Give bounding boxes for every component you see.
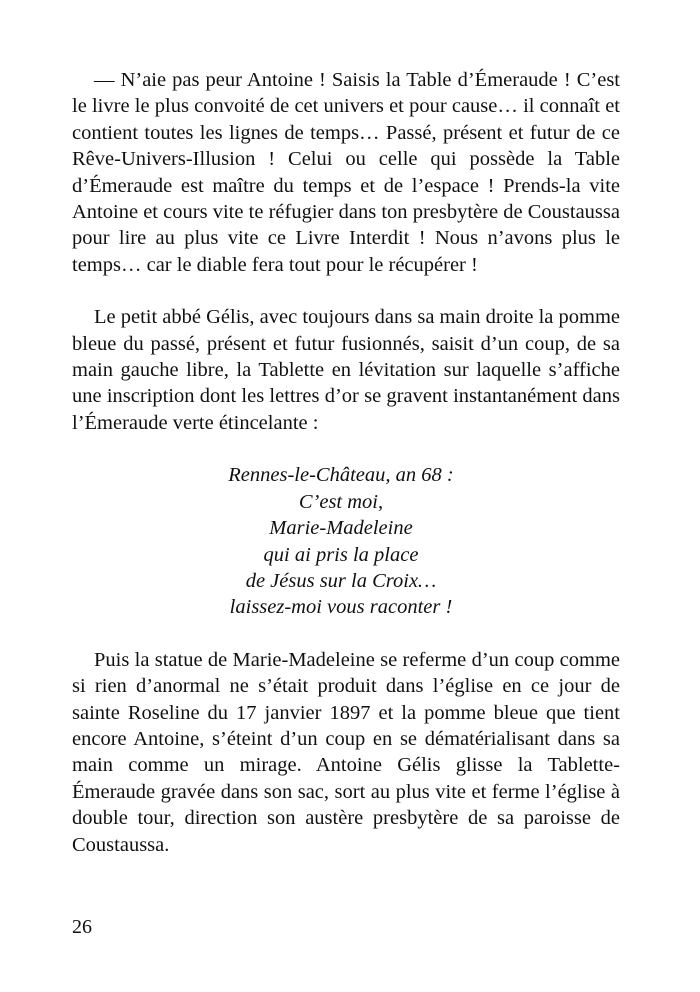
inscription-verse: [72, 462, 620, 620]
page-body: [72, 67, 620, 858]
paragraph-dialogue: — N’aie pas peur Antoine ! Saisis la Table d’Émeraude ! C’est le livre le plus convoité de cet univers et pour cause… il connaît et contient toutes les lignes de temps… Passé, présent et futur de ce Rêve-Univers-Illusion ! Celui ou celle qui possède la Table d’Émeraude est maître du temps et de l’espace ! Prends-la vite Antoine et cours vite te réfugier dans ton presbytère de Coustaussa pour lire au plus vite ce Livre Interdit ! Nous n’avons plus le temps… car le diable fera tout pour le récupérer !: [72, 69, 620, 276]
verse-line: Rennes-le-Château, an 68 :: [228, 464, 454, 487]
paragraph-gelis: Le petit abbé Gélis, avec toujours dans sa main droite la pomme bleue du passé, présent et futur fusionnés, saisit d’un coup, de sa main gauche libre, la Tablette en lévitation sur laquelle s’affiche une inscription dont les lettres d’or se gravent instantanément dans l’Émeraude verte étincelante :: [72, 306, 621, 434]
verse-line: Marie-Madeleine: [269, 517, 413, 540]
page-number: 26: [72, 916, 92, 938]
verse-line: de Jésus sur la Croix…: [245, 569, 437, 592]
paragraph-statue: Puis la statue de Marie-Madeleine se referme d’un coup comme si rien d’anormal ne s’était produit dans l’église en ce jour de sainte Roseline du 17 janvier 1897 et la pomme bleue que tient encore Antoine, s’éteint d’un coup en se dématérialisant dans sa main comme un mirage. Antoine Gélis glisse la Tablette-Émeraude gravée dans son sac, sort au plus vite et ferme l’église à double tour, direction son austère presbytère de sa paroisse de Coustaussa.: [72, 648, 620, 856]
verse-line: qui ai pris la place: [263, 543, 419, 566]
verse-line: C’est moi,: [298, 490, 384, 513]
verse-line: laissez-moi vous raconter !: [229, 596, 453, 619]
